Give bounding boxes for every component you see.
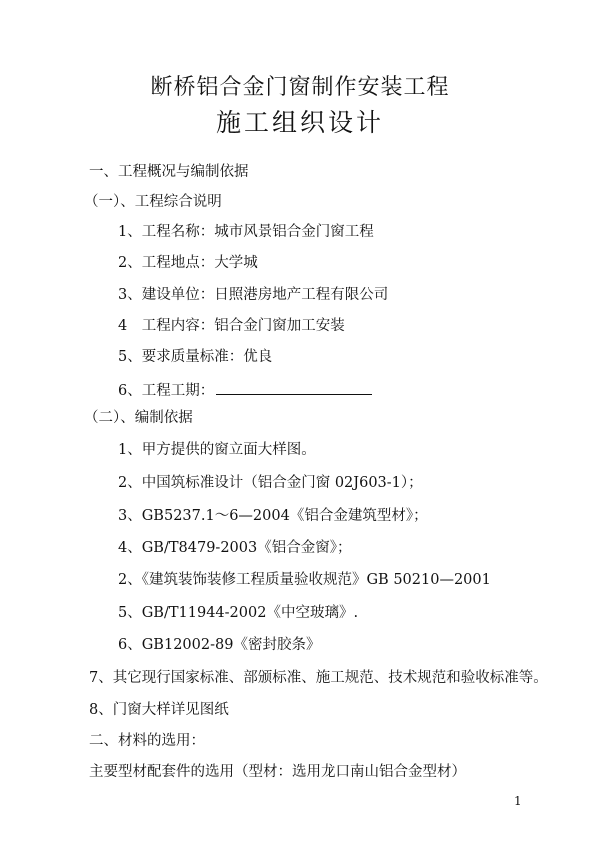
basis-item: 3、GB5237.1～6—2004《铝合金建筑型材》； <box>118 508 428 524</box>
overview-item-quality: 5、要求质量标准：优良 <box>118 349 273 365</box>
duration-blank-line <box>216 378 372 395</box>
duration-label: 6、工程工期： <box>118 383 215 399</box>
overview-item-project-name: 1、工程名称：城市风景铝合金门窗工程 <box>118 224 374 240</box>
page-number: 1 <box>514 794 522 808</box>
section-heading-overview: 一、工程概况与编制依据 <box>89 164 249 180</box>
basis-item: 5、GB/T11944-2002《中空玻璃》. <box>118 605 359 621</box>
basis-item: 2、《建筑装饰装修工程质量验收规范》GB 50210—2001 <box>118 572 491 588</box>
subsection-heading-general: （一）、工程综合说明 <box>84 194 222 210</box>
subsection-heading-basis: （二）、编制依据 <box>84 410 193 426</box>
overview-item-location: 2、工程地点：大学城 <box>118 255 258 271</box>
basis-item: 1、甲方提供的窗立面大样图。 <box>118 442 316 458</box>
document-title: 断桥铝合金门窗制作安装工程 <box>150 75 450 100</box>
basis-item: 2、中国筑标准设计（铝合金门窗 02J603-1）； <box>118 475 423 491</box>
section-heading-materials: 二、材料的选用： <box>89 733 205 749</box>
overview-item-scope: 4 工程内容：铝合金门窗加工安装 <box>118 318 345 334</box>
item-window-details: 8、门窗大样详见图纸 <box>89 702 229 718</box>
basis-item: 4、GB/T8479-2003《铝合金窗》； <box>118 540 352 556</box>
overview-item-duration <box>118 378 372 401</box>
basis-item: 6、GB12002-89《密封胶条》 <box>118 637 321 653</box>
document-subtitle: 施工组织设计 <box>215 108 384 137</box>
overview-item-client: 3、建设单位：日照港房地产工程有限公司 <box>118 287 389 303</box>
materials-description: 主要型材配套件的选用（型材：选用龙口南山铝合金型材） <box>89 764 466 780</box>
item-other-standards: 7、其它现行国家标准、部颁标准、施工规范、技术规范和验收标准等。 <box>89 670 548 686</box>
